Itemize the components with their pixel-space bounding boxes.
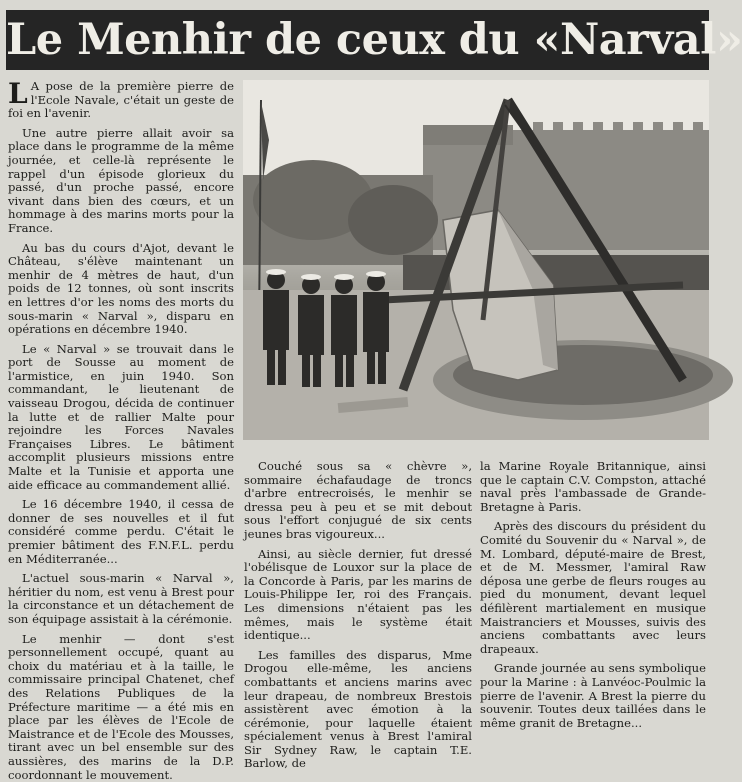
paragraph: Couché sous sa « chèvre », sommaire échafaudage de troncs d'arbre entrecroisés, le menhir se dressa peu à peu et se mit debout sous l'effort conjugué de six cents jeunes bras vigoureux... <box>244 459 472 541</box>
paragraph: Le 16 décembre 1940, il cessa de donner de ses nouvelles et il fut considéré comme perdu. C'était le premier bâtiment des F.N.F.L. perdu en Méditerranée... <box>8 497 234 566</box>
paragraph: la Marine Royale Britannique, ainsi que le captain C.V. Compston, attaché naval près l'ambassade de Grande-Bretagne à Paris. <box>480 459 706 514</box>
photo-illustration <box>243 80 709 440</box>
paragraph: Ainsi, au siècle dernier, fut dressé l'obélisque de Louxor sur la place de la Concorde à Paris, par les marins de Louis-Philippe Ier, roi des Français. Les dimensions n'étaient pas les mêmes, mais le système était identique... <box>244 546 472 643</box>
menhir-ceremony-photo <box>243 80 709 440</box>
paragraph: Les familles des disparus, Mme Drogou elle-même, les anciens combattants et anciens marins avec leur drapeau, de nombreux Brestois assistèrent avec émotion à la cérémonie, pour laquelle étaient spécialement venus à Brest l'amiral Sir Sydney Raw, le captain T.E. Barlow, de <box>244 647 472 771</box>
article-column-3 <box>480 460 706 750</box>
article-column-2 <box>244 459 472 771</box>
paragraph: Au bas du cours d'Ajot, devant le Château, s'élève maintenant un menhir de 4 mètres de haut, d'un poids de 12 tonnes, où sont inscrits en lettres d'or les noms des morts du sous-marin « Narval », disparu en opérations en décembre 1940. <box>8 240 234 337</box>
paragraph: Le « Narval » se trouvait dans le port de Sousse au moment de l'armistice, en juin 1940. Son commandant, le lieutenant de vaisseau Drogou, décida de continuer la lutte et de rallier Malte pour rejoindre les Forces Navales Françaises Libres. Le bâtiment accomplit plusieurs missions entre Malte et la Tunisie et apporta une aide efficace au commandement allié. <box>8 341 234 492</box>
headline: Le Menhir de ceux du «Narval» <box>6 10 709 70</box>
paragraph: L'actuel sous-marin « Narval », héritier du nom, est venu à Brest pour la circonstance et un détachement de son équipage assistait à la cérémonie. <box>8 571 234 626</box>
drop-cap: L <box>8 77 28 110</box>
paragraph: Après des discours du président du Comité du Souvenir du « Narval », de M. Lombard, député-maire de Brest, et de M. Messmer, l'amiral Raw déposa une gerbe de fleurs rouges au pied du monument, devant lequel défilèrent martialement en musique Maistranciers et Mousses, suivis des anciens combattants avec leurs drapeaux. <box>480 519 706 656</box>
paragraph: L A pose de la première pierre de l'Ecole Navale, c'était un geste de foi en l'avenir. <box>8 77 234 121</box>
paragraph: Le menhir — dont s'est personnellement occupé, quant au choix du matériau et à la taille, le commissaire principal Chatenet, chef des Relations Publiques de la Préfecture maritime — a été mis en place par les élèves de l'Ecole de Maistrance et de l'Ecole des Mousses, tirant avec un bel ensemble sur des aussières, des marins de la D.P. coordonnant le mouvement. <box>8 631 234 782</box>
paragraph: Une autre pierre allait avoir sa place dans le programme de la même journée, et celle-là représente le rappel d'un épisode glorieux du passé, d'un proche passé, encore vivant dans bien des cœurs, et un hommage à des marins morts pour la France. <box>8 125 234 235</box>
paragraph: Grande journée au sens symbolique pour la Marine : à Lanvéoc-Poulmic la pierre de l'avenir. A Brest la pierre du souvenir. Toutes deux taillées dans le même granit de Bretagne... <box>480 661 706 730</box>
article-column-1 <box>8 77 234 782</box>
